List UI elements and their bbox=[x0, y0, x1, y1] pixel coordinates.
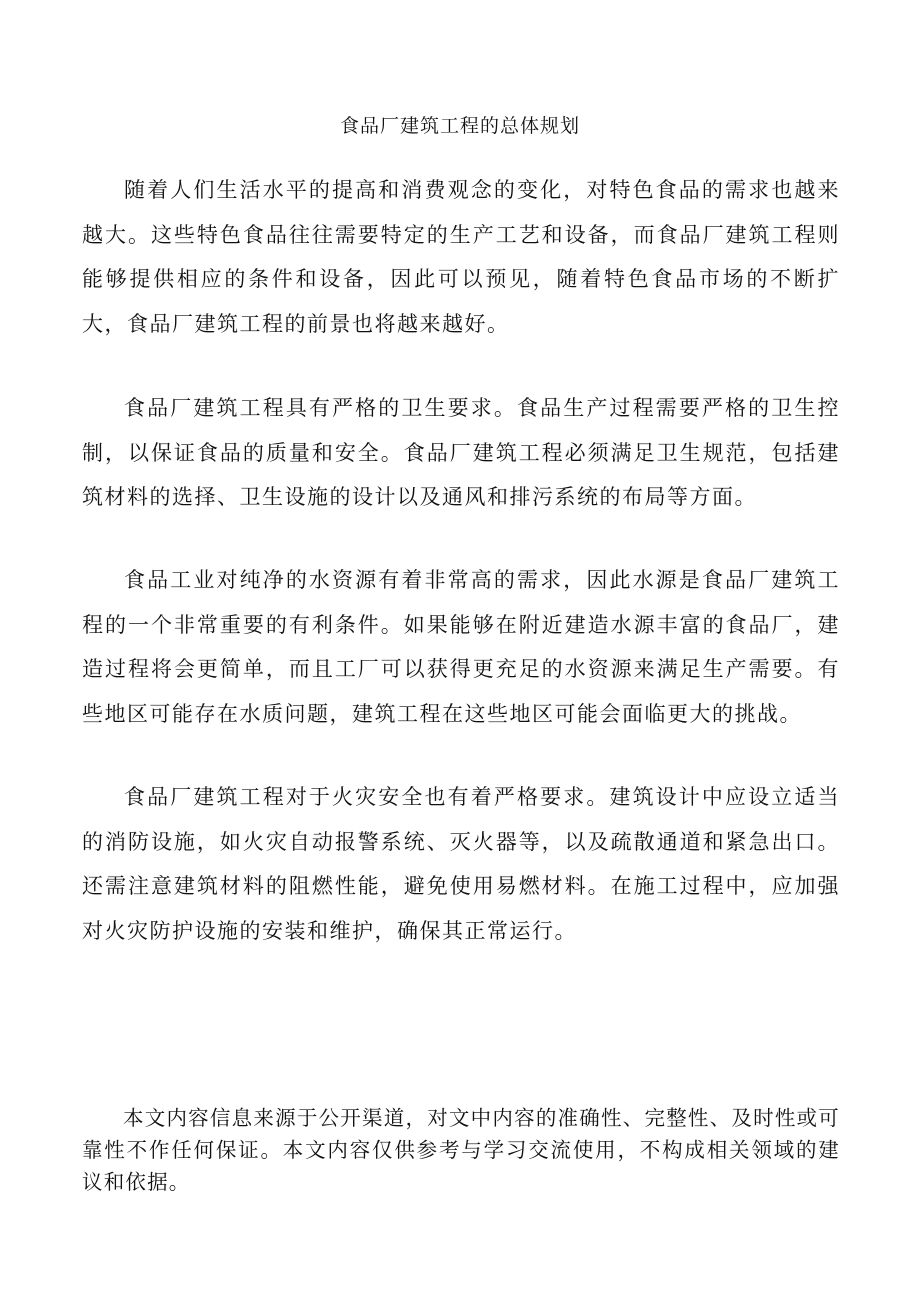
paragraph-fire-safety: 食品厂建筑工程对于火灾安全也有着严格要求。建筑设计中应设立适当的消防设施，如火灾自动报警系统、灭火器等，以及疏散通道和紧急出口。还需注意建筑材料的阻燃性能，避免使用易燃材料。在施工过程中，应加强对火灾防护设施的安装和维护，确保其正常运行。 bbox=[82, 785, 840, 944]
paragraph-market-outlook: 随着人们生活水平的提高和消费观念的变化，对特色食品的需求也越来越大。这些特色食品往往需要特定的生产工艺和设备，而食品厂建筑工程则能够提供相应的条件和设备，因此可以预见，随着特色食品市场的不断扩大，食品厂建筑工程的前景也将越来越好。 bbox=[82, 178, 840, 337]
disclaimer-paragraph: 本文内容信息来源于公开渠道，对文中内容的准确性、完整性、及时性或可靠性不作任何保证。本文内容仅供参考与学习交流使用，不构成相关领域的建议和依据。 bbox=[82, 1106, 840, 1194]
paragraph-water-resources: 食品工业对纯净的水资源有着非常高的需求，因此水源是食品厂建筑工程的一个非常重要的有利条件。如果能够在附近建造水源丰富的食品厂，建造过程将会更简单，而且工厂可以获得更充足的水资源来满足生产需要。有些地区可能存在水质问题，建筑工程在这些地区可能会面临更大的挑战。 bbox=[82, 568, 840, 727]
paragraph-hygiene-requirements: 食品厂建筑工程具有严格的卫生要求。食品生产过程需要严格的卫生控制，以保证食品的质量和安全。食品厂建筑工程必须满足卫生规范，包括建筑材料的选择、卫生设施的设计以及通风和排污系统的布局等方面。 bbox=[82, 396, 840, 510]
document-title: 食品厂建筑工程的总体规划 bbox=[339, 115, 580, 137]
